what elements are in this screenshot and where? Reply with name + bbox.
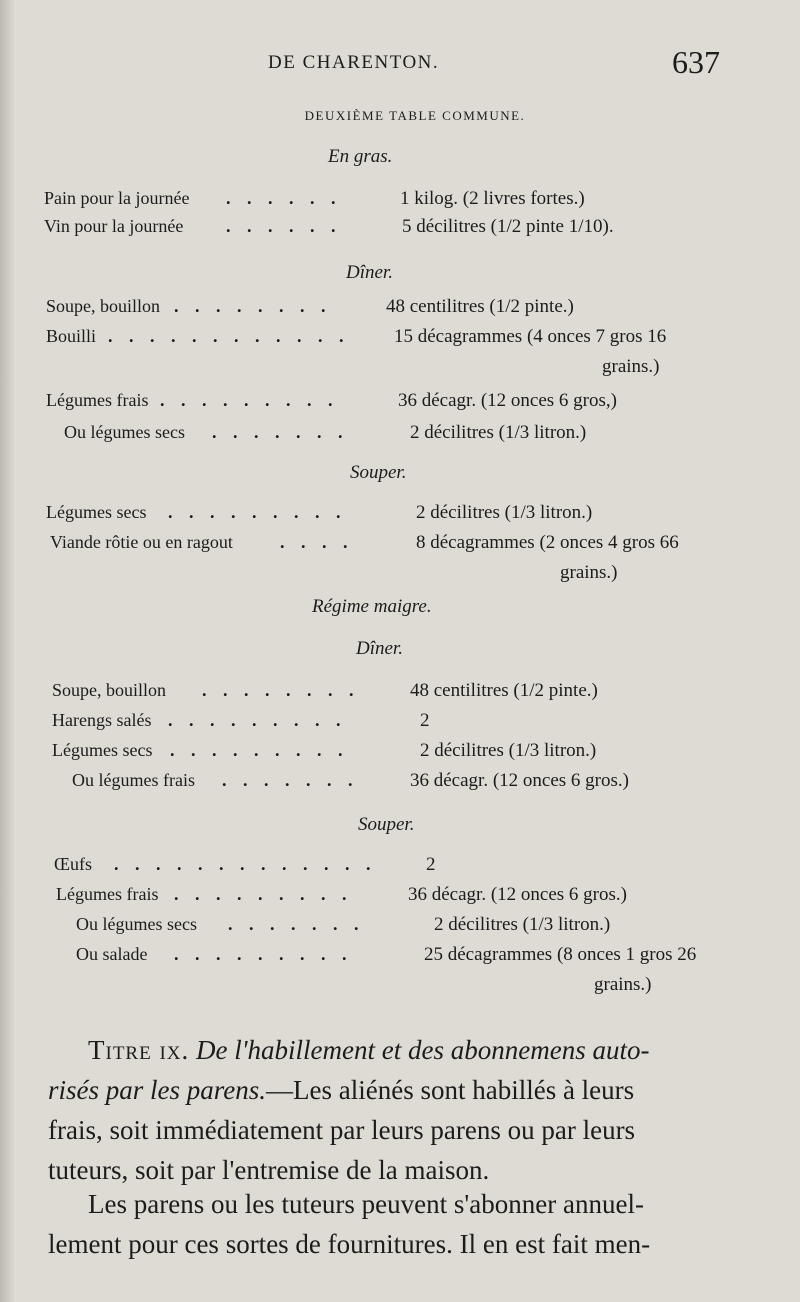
row-item: Ou légumes frais bbox=[72, 770, 195, 790]
section-diner: Dîner. bbox=[346, 262, 393, 283]
row-item: Pain pour la journée bbox=[44, 188, 190, 208]
section-regime-maigre: Régime maigre. bbox=[312, 596, 432, 617]
leader-dots: . . . . . . . . . . . . . bbox=[114, 854, 377, 874]
row-item: Soupe, bouillon bbox=[46, 296, 161, 316]
row-quantity: 48 centilitres (1/2 pinte.) bbox=[410, 680, 598, 701]
row-quantity: 5 décilitres (1/2 pinte 1/10). bbox=[402, 216, 614, 237]
row-quantity: 2 bbox=[420, 710, 430, 731]
row-item: Harengs salés bbox=[52, 710, 152, 730]
paragraph-line: lement pour ces sortes de fournitures. Il en est fait men- bbox=[48, 1229, 651, 1259]
row-quantity-continued: grains.) bbox=[594, 974, 652, 995]
leader-dots: . . . . . . . . . bbox=[174, 944, 353, 964]
row-quantity: 2 décilitres (1/3 litron.) bbox=[420, 740, 597, 761]
row-item: Légumes frais bbox=[46, 390, 149, 410]
row-quantity: 15 décagrammes (4 onces 7 gros 16 bbox=[394, 326, 667, 347]
titre-heading-continued: risés par les parens. bbox=[48, 1075, 267, 1105]
row-item: Bouilli bbox=[46, 326, 97, 346]
paragraph-line: Les parens ou les tuteurs peuvent s'abonner annuel- bbox=[88, 1189, 644, 1219]
section-souper: Souper. bbox=[358, 814, 415, 835]
row-quantity: 2 décilitres (1/3 litron.) bbox=[416, 502, 593, 523]
running-title: DE CHARENTON. bbox=[268, 52, 440, 73]
row-item: Œufs bbox=[54, 854, 93, 874]
leader-dots: . . . . . . . . . . . . bbox=[108, 326, 350, 346]
leader-dots: . . . . . . . bbox=[212, 422, 349, 442]
leader-dots: . . . . . . . . . bbox=[168, 710, 347, 730]
leader-dots: . . . . bbox=[280, 532, 354, 552]
row-quantity: 8 décagrammes (2 onces 4 gros 66 bbox=[416, 532, 679, 553]
leader-dots: . . . . . . . . bbox=[174, 296, 332, 316]
row-quantity: 2 décilitres (1/3 litron.) bbox=[434, 914, 611, 935]
paragraph-titre-ix bbox=[48, 1030, 760, 1190]
row-quantity: 48 centilitres (1/2 pinte.) bbox=[386, 296, 574, 317]
row-quantity-continued: grains.) bbox=[560, 562, 618, 583]
row-item: Légumes frais bbox=[56, 884, 159, 904]
page-number: 637 bbox=[672, 44, 720, 80]
leader-dots: . . . . . . bbox=[226, 216, 342, 236]
row-quantity: 36 décagr. (12 onces 6 gros.) bbox=[408, 884, 627, 905]
row-item: Viande rôtie ou en ragout bbox=[50, 532, 233, 552]
row-item: Légumes secs bbox=[52, 740, 153, 760]
row-item: Légumes secs bbox=[46, 502, 147, 522]
leader-dots: . . . . . . . . . bbox=[174, 884, 353, 904]
paragraph-line: frais, soit immédiatement par leurs parens ou par leurs bbox=[48, 1115, 636, 1145]
running-header bbox=[0, 44, 800, 88]
row-quantity: 1 kilog. (2 livres fortes.) bbox=[400, 188, 585, 209]
leader-dots: . . . . . . . . bbox=[202, 680, 360, 700]
row-quantity: 36 décagr. (12 onces 6 gros.) bbox=[410, 770, 629, 791]
paragraph-line bbox=[48, 1030, 760, 1070]
leader-dots: . . . . . . . . . bbox=[170, 740, 349, 760]
row-quantity: 25 décagrammes (8 onces 1 gros 26 bbox=[424, 944, 697, 965]
paragraph-abonnement bbox=[48, 1184, 760, 1264]
row-item: Ou légumes secs bbox=[64, 422, 185, 442]
leader-dots: . . . . . . . . . bbox=[168, 502, 347, 522]
leader-dots: . . . . . . bbox=[226, 188, 342, 208]
leader-dots: . . . . . . . bbox=[222, 770, 359, 790]
table-title: DEUXIÈME TABLE COMMUNE. bbox=[304, 108, 526, 123]
row-item: Ou légumes secs bbox=[76, 914, 197, 934]
section-souper: Souper. bbox=[350, 462, 407, 483]
row-quantity-continued: grains.) bbox=[602, 356, 660, 377]
section-diner: Dîner. bbox=[356, 638, 403, 659]
page-gutter-shadow bbox=[0, 0, 14, 1302]
leader-dots: . . . . . . . . . bbox=[160, 390, 339, 410]
paragraph-text: —Les aliénés sont habillés à leurs bbox=[266, 1075, 635, 1105]
titre-heading: De l'habillement et des abonnemens auto- bbox=[196, 1035, 650, 1065]
paragraph-line: tuteurs, soit par l'entremise de la maison. bbox=[48, 1155, 490, 1185]
titre-label: Titre ix. bbox=[88, 1035, 190, 1065]
row-quantity: 2 décilitres (1/3 litron.) bbox=[410, 422, 587, 443]
leader-dots: . . . . . . . bbox=[228, 914, 365, 934]
paragraph-line bbox=[48, 1070, 760, 1110]
row-quantity: 2 bbox=[426, 854, 436, 875]
row-item: Ou salade bbox=[76, 944, 148, 964]
row-item: Soupe, bouillon bbox=[52, 680, 167, 700]
section-en-gras: En gras. bbox=[328, 146, 393, 167]
row-item: Vin pour la journée bbox=[44, 216, 184, 236]
row-quantity: 36 décagr. (12 onces 6 gros,) bbox=[398, 390, 617, 411]
